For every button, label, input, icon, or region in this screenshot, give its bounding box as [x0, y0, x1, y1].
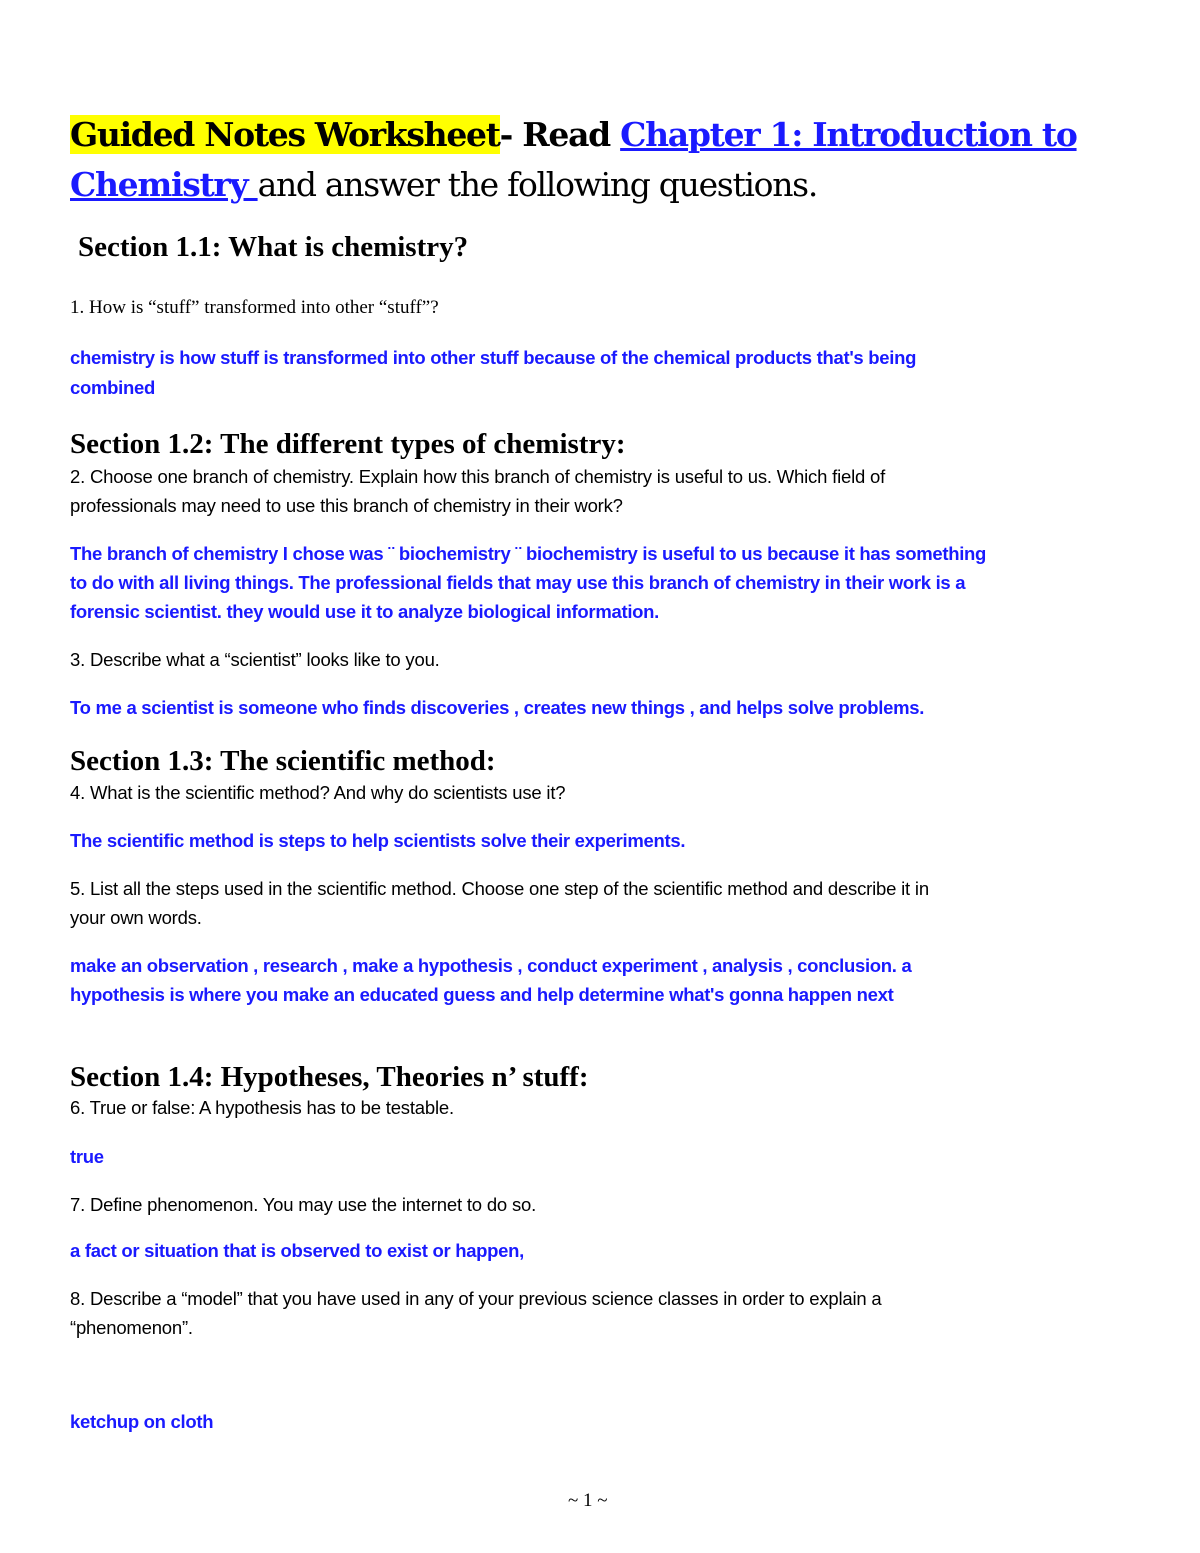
worksheet-title-line-1 [70, 115, 1077, 154]
question-4: 4. What is the scientific method? And why do scientists use it? [70, 782, 566, 803]
answer-2-line-2: to do with all living things. The professional fields that may use this branch of chemistry in their work is a [70, 572, 966, 593]
worksheet-title-line-2 [70, 165, 817, 204]
answer-7: a fact or situation that is observed to exist or happen, [70, 1240, 525, 1261]
page-number: ~ 1 ~ [568, 1490, 608, 1511]
answer-2-line-3: forensic scientist. they would use it to analyze biological information. [70, 601, 660, 622]
title-instruction: and answer the following questions. [257, 165, 818, 204]
answer-8: ketchup on cloth [70, 1411, 214, 1432]
section-1-2-heading: Section 1.2: The different types of chemistry: [70, 428, 626, 460]
answer-1-line-2: combined [70, 377, 155, 398]
title-highlight: Guided Notes Worksheet [70, 115, 500, 154]
section-1-4-heading: Section 1.4: Hypotheses, Theories n’ stuff: [70, 1061, 589, 1093]
answer-3: To me a scientist is someone who finds discoveries , creates new things , and helps solve problems. [70, 697, 925, 718]
question-7: 7. Define phenomenon. You may use the internet to do so. [70, 1194, 537, 1215]
answer-5-line-1: make an observation , research , make a hypothesis , conduct experiment , analysis , conclusion. a [70, 955, 912, 976]
question-2-line-2: professionals may need to use this branch of chemistry in their work? [70, 495, 623, 516]
chapter-link-continued[interactable]: Chemistry [70, 165, 258, 204]
section-1-3-heading: Section 1.3: The scientific method: [70, 745, 496, 777]
question-2-line-1: 2. Choose one branch of chemistry. Explain how this branch of chemistry is useful to us. Which field of [70, 466, 886, 487]
question-6: 6. True or false: A hypothesis has to be testable. [70, 1097, 454, 1118]
question-1: 1. How is “stuff” transformed into other “stuff”? [70, 297, 439, 318]
question-8-line-1: 8. Describe a “model” that you have used in any of your previous science classes in order to explain a [70, 1288, 882, 1309]
title-read: - Read [499, 115, 621, 154]
answer-2-line-1: The branch of chemistry I chose was ¨ biochemistry ¨ biochemistry is useful to us because it has something [70, 543, 987, 564]
question-8-line-2: “phenomenon”. [70, 1317, 193, 1338]
section-1-1-heading: Section 1.1: What is chemistry? [78, 231, 469, 263]
answer-6: true [70, 1146, 104, 1167]
answer-1-line-1: chemistry is how stuff is transformed into other stuff because of the chemical products that's being [70, 347, 917, 368]
question-3: 3. Describe what a “scientist” looks like to you. [70, 649, 440, 670]
question-5-line-1: 5. List all the steps used in the scientific method. Choose one step of the scientific method and describe it in [70, 878, 929, 899]
answer-4: The scientific method is steps to help scientists solve their experiments. [70, 830, 686, 851]
question-5-line-2: your own words. [70, 907, 202, 928]
chapter-link[interactable]: Chapter 1: Introduction to [620, 115, 1077, 154]
answer-5-line-2: hypothesis is where you make an educated guess and help determine what's gonna happen next [70, 984, 894, 1005]
